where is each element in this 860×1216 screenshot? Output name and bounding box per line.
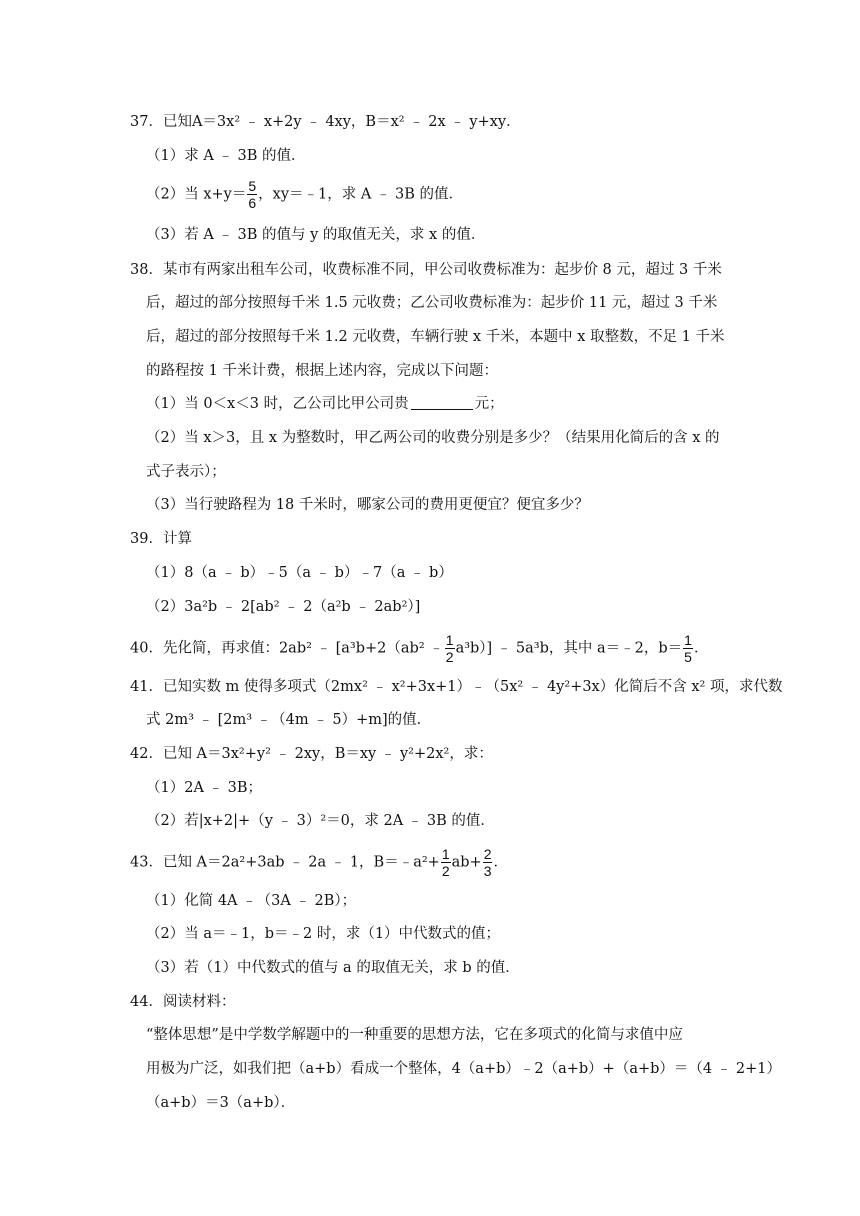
q38-stem-line2: 后，超过的部分按照每千米 1.5 元收费；乙公司收费标准为：起步价 11 元，超过 3 千米 (146, 295, 718, 311)
fraction-numerator: 1 (684, 632, 692, 648)
q38-part1-text-b: 元； (474, 396, 504, 412)
answer-blank[interactable] (411, 395, 473, 410)
q37-part2 (146, 178, 463, 211)
q39-part1: （1）8（a ﹣ b）﹣5（a ﹣ b）﹣7（a ﹣ b） (146, 565, 453, 581)
q43-part1: （1）化简 4A ﹣（3A ﹣ 2B）； (146, 893, 357, 909)
fraction-1-2 (441, 846, 451, 879)
q43-stem (130, 846, 508, 879)
q37-part3: （3）若 A ﹣ 3B 的值与 y 的取值无关，求 x 的值． (146, 227, 486, 243)
q37-part2-text-a: （2）当 x+y＝ (146, 186, 247, 203)
q38-part2-cont: 式子表示）； (146, 464, 226, 480)
q44-paragraph-line2: 用极为广泛，如我们把（a+b）看成一个整体，4（a+b）﹣2（a+b）+（a+b）＝（4 ﹣ 2+1） (146, 1061, 781, 1077)
q40-text-b: a³b）] ﹣ 5a³b，其中 a＝﹣2，b＝ (455, 640, 683, 657)
q38-part3: （3）当行驶路程为 18 千米时，哪家公司的费用更便宜？便宜多少？ (146, 497, 589, 513)
q43-part2: （2）当 a＝﹣1，b＝﹣2 时，求（1）中代数式的值； (146, 926, 501, 942)
q40-stem (130, 632, 708, 665)
q44-paragraph-line3: （a+b）＝3（a+b）． (146, 1095, 296, 1111)
fraction-1-5 (683, 632, 693, 665)
q42-part1: （1）2A ﹣ 3B； (146, 780, 263, 796)
fraction-numerator: 5 (248, 178, 257, 194)
q40-text-c: ． (693, 640, 709, 657)
q41-stem-line2: 式 2m³ ﹣ [2m³ ﹣（4m ﹣ 5）+m]的值． (146, 712, 432, 728)
q43-part3: （3）若（1）中代数式的值与 a 的取值无关，求 b 的值． (146, 960, 520, 976)
q38-stem-line4: 的路程按 1 千米计费，根据上述内容，完成以下问题： (146, 363, 498, 379)
q39-part2: （2）3a²b ﹣ 2[ab² ﹣ 2（a²b ﹣ 2ab²）] (146, 599, 421, 615)
q37-part2-text-b: ，xy＝﹣1，求 A ﹣ 3B 的值． (258, 186, 464, 203)
q38-stem-line3: 后，超过的部分按照每千米 1.2 元收费，车辆行驶 x 千米，本题中 x 取整数，不足 1 千米 (146, 329, 725, 345)
q37-stem: 37．已知A＝3x² ﹣ x+2y ﹣ 4xy，B＝x² ﹣ 2x ﹣ y+xy． (130, 114, 521, 130)
q42-stem: 42．已知 A＝3x²+y² ﹣ 2xy，B＝xy ﹣ y²+2x²，求： (130, 746, 493, 762)
fraction-numerator: 1 (445, 632, 454, 648)
q42-part2: （2）若|x+2|+（y ﹣ 3）²＝0，求 2A ﹣ 3B 的值． (146, 813, 495, 829)
q39-stem: 39．计算 (130, 531, 192, 547)
q38-part1 (146, 393, 504, 415)
q44-stem: 44．阅读材料： (130, 994, 236, 1010)
fraction-denominator: 3 (483, 863, 492, 879)
q41-stem-line1: 41．已知实数 m 使得多项式（2mx² ﹣ x²+3x+1）﹣（5x² ﹣ 4y²+3x）化简后不含 x² 项，求代数 (130, 679, 783, 695)
q44-paragraph-line1: “整体思想”是中学数学解题中的一种重要的思想方法，它在多项式的化简与求值中应 (146, 1027, 683, 1043)
fraction-5-6 (247, 178, 257, 211)
fraction-numerator: 2 (483, 846, 492, 862)
fraction-denominator: 2 (441, 863, 450, 879)
fraction-denominator: 5 (684, 649, 692, 665)
q37-part1: （1）求 A ﹣ 3B 的值． (146, 148, 306, 164)
q38-stem-line1: 38．某市有两家出租车公司，收费标准不同，甲公司收费标准为：起步价 8 元，超过 3 千米 (130, 262, 722, 278)
q43-text-b: ab+ (451, 854, 482, 871)
fraction-numerator: 1 (441, 846, 450, 862)
q43-text-c: ． (493, 854, 508, 871)
fraction-denominator: 6 (248, 195, 257, 211)
q38-part1-text-a: （1）当 0＜x＜3 时，乙公司比甲公司贵 (146, 396, 409, 412)
fraction-1-2 (445, 632, 455, 665)
q40-text-a: 40．先化简，再求值：2ab² ﹣ [a³b+2（ab² ﹣ (130, 640, 444, 657)
fraction-denominator: 2 (445, 649, 454, 665)
q38-part2: （2）当 x＞3，且 x 为整数时，甲乙两公司的收费分别是多少？（结果用化简后的含 x 的 (146, 430, 720, 446)
fraction-2-3 (483, 846, 493, 879)
q43-text-a: 43．已知 A＝2a²+3ab ﹣ 2a ﹣ 1，B＝﹣a²+ (130, 854, 440, 871)
